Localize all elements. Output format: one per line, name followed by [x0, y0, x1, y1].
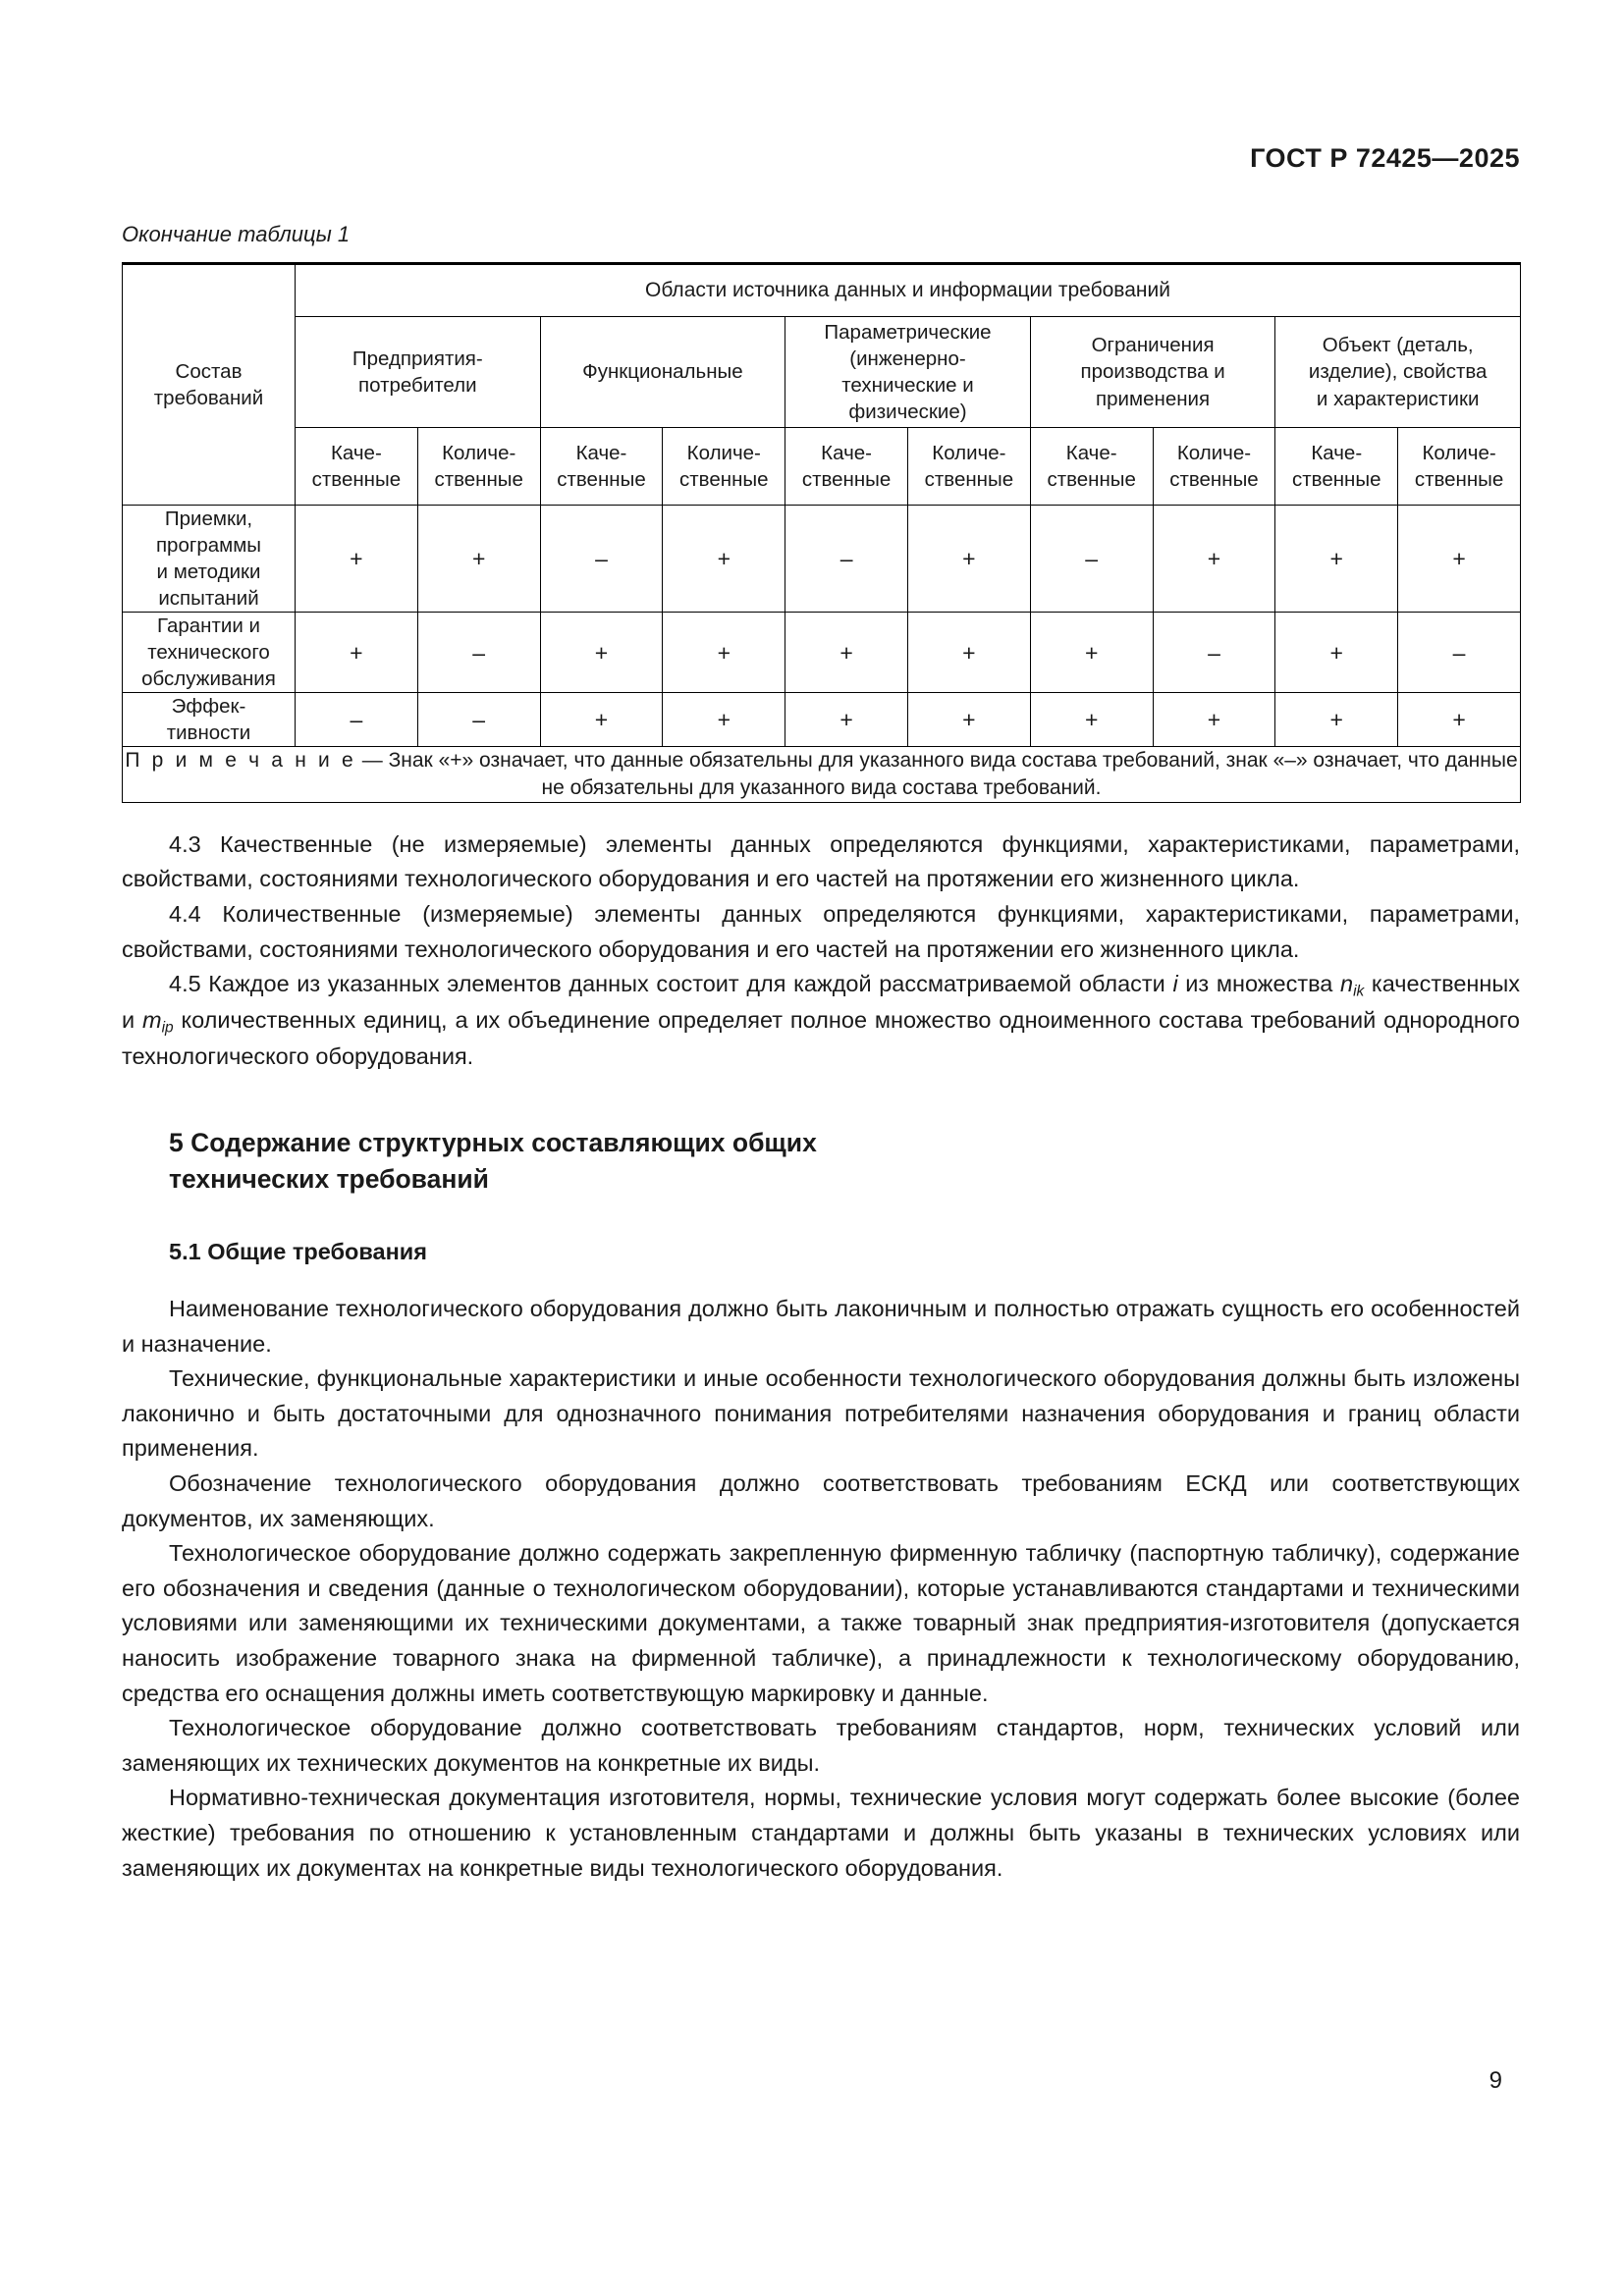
- paragraph-5-1-4: Технологическое оборудование должно содержать закрепленную фирменную табличку (паспортную табличку), содержание его обозначения и сведения (данные о технологическом оборудовании), которые устанавливаются стандартами и техническими условиями или заменяющими их техническими документами, а также товарный знак предприятия-изготовителя (допускается наносить изображение товарного знака на фирменной табличке), а принадлежности к технологическому оборудованию, средства его оснащения должны иметь соответствующую маркировку и данные.: [122, 1540, 1520, 1706]
- row-0-cell-3: +: [663, 506, 785, 613]
- paragraph-5-1-1: Наименование технологического оборудования должно быть лаконичным и полностью отражать сущность его особенностей и назначение.: [122, 1296, 1520, 1357]
- paragraph-4-5-part3: качественных и: [122, 971, 1520, 1034]
- clause-4-paragraphs: [122, 828, 1520, 1075]
- standard-header: ГОСТ Р 72425—2025: [1250, 143, 1520, 173]
- measure-0-line-1: ственные: [311, 468, 402, 491]
- row-1-cell-4: +: [785, 613, 908, 693]
- area-2-line-0: Параметрические: [824, 320, 992, 344]
- header-cell-measure-6: [1030, 428, 1153, 506]
- row-1-cell-3: +: [663, 613, 785, 693]
- area-0-line-0: Предприятия-: [352, 347, 483, 370]
- variable-n-base: n: [1340, 971, 1354, 997]
- measure-8-line-1: ственные: [1292, 468, 1381, 491]
- header-cell-measure-0: [296, 428, 418, 506]
- variable-i: i: [1172, 971, 1178, 997]
- row-2-cell-9: +: [1398, 693, 1521, 747]
- row-2-cell-7: +: [1153, 693, 1275, 747]
- row-2-label-line-0: Эффек-: [171, 695, 246, 719]
- paragraph-4-4: 4.4 Количественные (измеряемые) элементы данных определяются функциями, характеристиками, параметрами, свойствами, состояниями технологического оборудования и его частей на протяжении его жизненного цикла.: [122, 901, 1520, 962]
- row-1-label-line-2: обслуживания: [141, 667, 276, 691]
- paragraph-5-1-3: Обозначение технологического оборудования должно соответствовать требованиям ЕСКД или соответствующих документов, их заменяющих.: [122, 1470, 1520, 1531]
- table-note: [123, 747, 1521, 802]
- area-2-line-2: технические и: [841, 374, 974, 397]
- header-cell-composition: [123, 264, 296, 506]
- row-1-label-line-0: Гарантии и: [157, 614, 260, 638]
- row-2-cell-2: +: [540, 693, 663, 747]
- paragraph-5-1-6: Нормативно-техническая документация изготовителя, нормы, технические условия могут содержать более высокие (более жесткие) требования по отношению к установленным стандартами и должны быть указаны в технических условиях или заменяющих их документах на конкретные виды технологического оборудования.: [122, 1785, 1520, 1881]
- subsection-5-1-heading: 5.1 Общие требования: [169, 1238, 427, 1264]
- row-0-cell-7: +: [1153, 506, 1275, 613]
- area-3-line-1: производства и: [1080, 360, 1225, 384]
- paragraph-4-3: 4.3 Качественные (не измеряемые) элементы данных определяются функциями, характеристиками, параметрами, свойствами, состояниями технологического оборудования и его частей на протяжении его жизненного цикла.: [122, 830, 1520, 892]
- header-cell-measure-4: [785, 428, 908, 506]
- row-2-cell-3: +: [663, 693, 785, 747]
- section-5-heading-line1: 5 Содержание структурных составляющих общих: [169, 1128, 817, 1158]
- row-2-cell-4: +: [785, 693, 908, 747]
- note-dash: —: [361, 749, 383, 773]
- measure-3-line-1: ственные: [679, 468, 769, 491]
- row-0-cell-4: –: [785, 506, 908, 613]
- measure-1-line-1: ственные: [434, 468, 523, 491]
- area-4-line-1: изделие), свойства: [1308, 360, 1488, 384]
- measure-8-line-0: Каче-: [1311, 441, 1363, 464]
- measure-6-line-0: Каче-: [1065, 441, 1117, 464]
- variable-m: [142, 1007, 174, 1037]
- table-header-row-group: [123, 264, 1521, 317]
- area-3-line-2: применения: [1096, 387, 1211, 410]
- measure-0-line-0: Каче-: [330, 441, 382, 464]
- measure-9-line-1: ственные: [1414, 468, 1504, 491]
- paragraph-5-1-5: Технологическое оборудование должно соответствовать требованиям стандартов, норм, технических условий или заменяющих их технических документов на конкретные их виды.: [122, 1715, 1520, 1776]
- area-3-line-0: Ограничения: [1091, 334, 1215, 357]
- variable-n: [1340, 971, 1365, 1000]
- row-0-cell-8: +: [1275, 506, 1398, 613]
- paragraph-5-1-2: Технические, функциональные характеристики и иные особенности технологического оборудования должны быть изложены лаконично и быть достаточными для однозначного понимания потребителями назначения оборудования и границ области применения.: [122, 1365, 1520, 1462]
- page-content: [122, 0, 1520, 1886]
- table-row: [123, 613, 1521, 693]
- header-cell-area-1: [540, 317, 785, 428]
- measure-7-line-1: ственные: [1169, 468, 1259, 491]
- measure-4-line-0: Каче-: [821, 441, 872, 464]
- header-composition-line-0: Состав: [175, 359, 243, 383]
- row-1-cell-2: +: [540, 613, 663, 693]
- table-header-row-measures: [123, 428, 1521, 506]
- page-number: 9: [1489, 2067, 1502, 2094]
- row-1-cell-1: –: [417, 613, 540, 693]
- header-cell-area-3: [1030, 317, 1275, 428]
- row-1-cell-5: +: [907, 613, 1030, 693]
- header-cell-measure-5: [907, 428, 1030, 506]
- row-0-cell-6: –: [1030, 506, 1153, 613]
- header-cell-measure-8: [1275, 428, 1398, 506]
- clause-5-1-paragraphs: [122, 1292, 1520, 1886]
- measure-5-line-0: Количе-: [932, 441, 1006, 464]
- header-cell-measure-9: [1398, 428, 1521, 506]
- measure-3-line-0: Количе-: [686, 441, 761, 464]
- row-2-cell-5: +: [907, 693, 1030, 747]
- header-cell-measure-2: [540, 428, 663, 506]
- paragraph-4-5-part2: из множества: [1177, 971, 1341, 997]
- header-cell-measure-1: [417, 428, 540, 506]
- measure-4-line-1: ственные: [801, 468, 892, 491]
- area-4-line-0: Объект (деталь,: [1322, 334, 1474, 357]
- row-0-label-line-0: Приемки,: [164, 507, 253, 530]
- area-2-line-1: (инженерно-: [849, 347, 966, 370]
- paragraph-4-5: [122, 967, 1520, 1074]
- row-1-label-line-1: технического: [147, 641, 270, 665]
- row-1-cell-0: +: [296, 613, 418, 693]
- area-4-line-2: и характеристики: [1316, 387, 1480, 410]
- header-cell-area-4: [1275, 317, 1521, 428]
- header-composition-line-1: требований: [153, 387, 264, 409]
- row-0-cell-2: –: [540, 506, 663, 613]
- section-5-heading-line2: технических требований: [169, 1163, 489, 1194]
- measure-2-line-1: ственные: [557, 468, 646, 491]
- variable-n-subscript: ik: [1353, 983, 1365, 1000]
- header-cell-measure-7: [1153, 428, 1275, 506]
- row-2-cell-0: –: [296, 693, 418, 747]
- measure-6-line-1: ственные: [1047, 468, 1136, 491]
- header-cell-data-source-areas: Области источника данных и информации требований: [296, 264, 1521, 317]
- measure-2-line-0: Каче-: [575, 441, 627, 464]
- header-cell-measure-3: [663, 428, 785, 506]
- table-note-row: [123, 747, 1521, 802]
- row-2-cell-6: +: [1030, 693, 1153, 747]
- paragraph-4-5-part4: количественных единиц, а их объединение определяет полное множество одноименного состава требований однородного технологического оборудования.: [122, 1007, 1520, 1069]
- variable-m-base: m: [142, 1007, 162, 1034]
- section-5-heading: [122, 1125, 1520, 1196]
- requirements-table: [122, 262, 1521, 803]
- row-0-label-line-2: и методики: [156, 561, 261, 584]
- note-label: П р и м е ч а н и е: [125, 749, 356, 773]
- table-row: [123, 693, 1521, 747]
- header-cell-area-0: [296, 317, 541, 428]
- area-0-line-1: потребители: [358, 374, 477, 397]
- row-0-label-line-1: программы: [155, 534, 262, 558]
- area-1-line-0: Функциональные: [582, 360, 743, 384]
- row-2-label: [123, 693, 296, 747]
- measure-1-line-0: Количе-: [442, 441, 516, 464]
- paragraph-4-5-part1: 4.5 Каждое из указанных элементов данных состоит для каждой рассматриваемой области: [169, 971, 1173, 997]
- measure-5-line-1: ственные: [924, 468, 1014, 491]
- row-2-label-line-1: тивности: [166, 721, 251, 745]
- row-2-cell-8: +: [1275, 693, 1398, 747]
- row-0-cell-5: +: [907, 506, 1030, 613]
- row-1-cell-8: +: [1275, 613, 1398, 693]
- variable-m-subscript: ip: [161, 1019, 174, 1037]
- table-header-row-areas: [123, 317, 1521, 428]
- measure-9-line-0: Количе-: [1422, 441, 1496, 464]
- measure-7-line-0: Количе-: [1176, 441, 1252, 464]
- row-2-cell-1: –: [417, 693, 540, 747]
- row-0-cell-1: +: [417, 506, 540, 613]
- row-1-cell-9: –: [1398, 613, 1521, 693]
- table-caption: Окончание таблицы 1: [122, 222, 351, 246]
- row-0-label: [123, 506, 296, 613]
- row-0-cell-0: +: [296, 506, 418, 613]
- header-cell-area-2: [785, 317, 1031, 428]
- area-2-line-3: физические): [848, 400, 967, 424]
- row-1-cell-6: +: [1030, 613, 1153, 693]
- note-text: Знак «+» означает, что данные обязательны для указанного вида состава требований, знак «–» означает, что данные не обязательны для указанного вида состава требований.: [388, 749, 1518, 800]
- row-1-label: [123, 613, 296, 693]
- row-0-label-line-3: испытаний: [158, 587, 259, 611]
- row-0-cell-9: +: [1398, 506, 1521, 613]
- row-1-cell-7: –: [1153, 613, 1275, 693]
- table-row: [123, 506, 1521, 613]
